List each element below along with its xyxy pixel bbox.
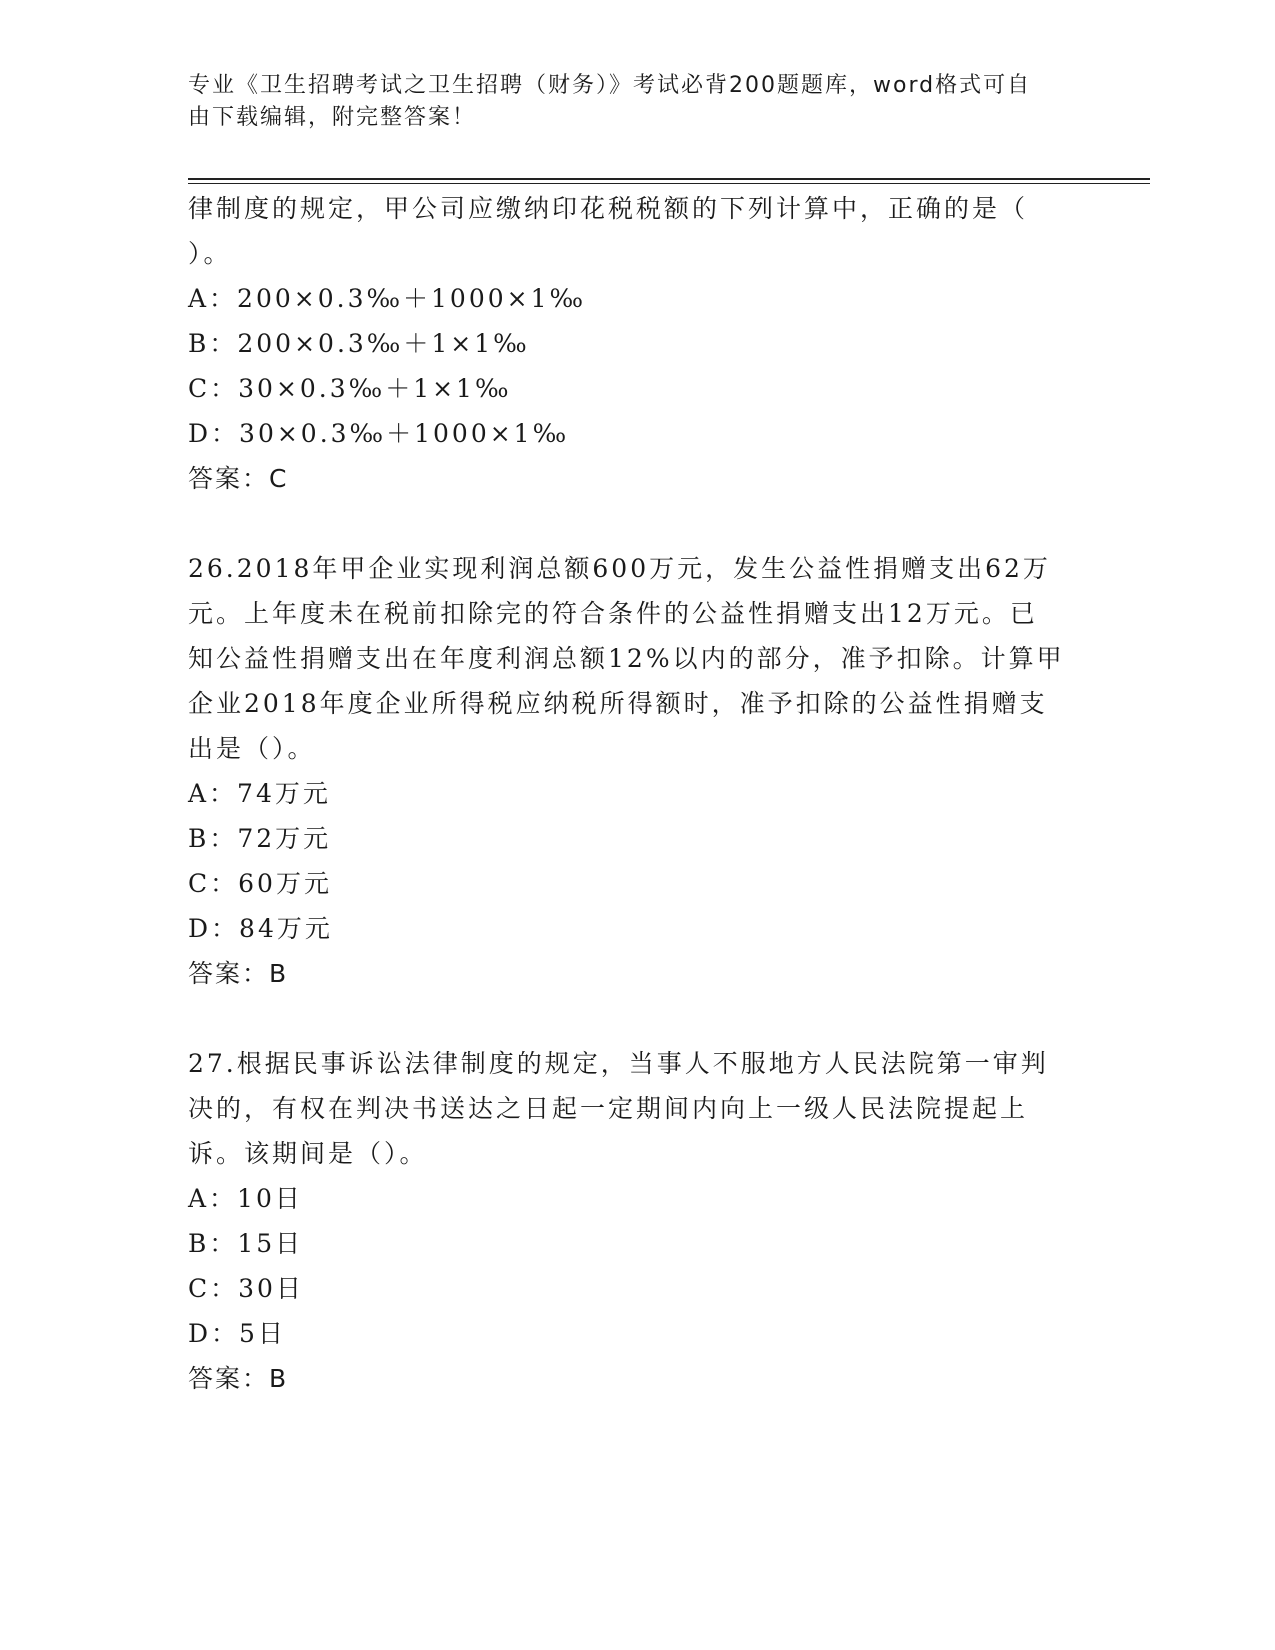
question-stem-line: 出是（）。: [188, 734, 316, 763]
option-a: A：10日: [188, 1184, 303, 1213]
option-c: C：30日: [188, 1274, 304, 1303]
question-list: [188, 186, 1068, 1401]
question-stem-line: 诉。该期间是（）。: [188, 1139, 428, 1168]
option-d: D：30×0.3‰＋1000×1‰: [188, 419, 570, 448]
header-rule-thick: [188, 178, 1150, 180]
option-b: B：72万元: [188, 824, 332, 853]
question-stem-line: 元。上年度未在税前扣除完的符合条件的公益性捐赠支出12万元。已: [188, 599, 1038, 628]
option-c: C：60万元: [188, 869, 332, 898]
question-stem-line: 企业2018年度企业所得税应纳税所得额时，准予扣除的公益性捐赠支: [188, 689, 1048, 718]
document-header: [188, 70, 1088, 134]
question-stem-line: 决的，有权在判决书送达之日起一定期间内向上一级人民法院提起上: [188, 1094, 1029, 1123]
answer-label: 答案：B: [188, 959, 289, 988]
header-line-1: 专业《卫生招聘考试之卫生招聘（财务）》考试必背200题题库，word格式可自: [188, 73, 1032, 98]
answer-label: 答案：B: [188, 1364, 289, 1393]
option-d: D：84万元: [188, 914, 333, 943]
spacer: [188, 996, 1068, 1041]
option-b: B：200×0.3‰＋1×1‰: [188, 329, 530, 358]
option-a: A：74万元: [188, 779, 331, 808]
question-stem-line: 知公益性捐赠支出在年度利润总额12%以内的部分，准予扣除。计算甲: [188, 644, 1065, 673]
option-b: B：15日: [188, 1229, 304, 1258]
spacer: [188, 501, 1068, 546]
header-line-2: 由下载编辑，附完整答案！: [188, 105, 477, 130]
question-27: [188, 1041, 1068, 1401]
question-26: [188, 546, 1068, 996]
answer-label: 答案：C: [188, 464, 289, 493]
question-25: [188, 186, 1068, 501]
header-rule-thin: [188, 183, 1150, 184]
option-a: A：200×0.3‰＋1000×1‰: [188, 284, 587, 313]
question-stem-line: 27.根据民事诉讼法律制度的规定，当事人不服地方人民法院第一审判: [188, 1049, 1049, 1078]
option-c: C：30×0.3‰＋1×1‰: [188, 374, 512, 403]
question-stem-line: 26.2018年甲企业实现利润总额600万元，发生公益性捐赠支出62万: [188, 554, 1051, 583]
option-d: D：5日: [188, 1319, 286, 1348]
question-stem-line: ）。: [188, 239, 232, 268]
question-stem-line: 律制度的规定，甲公司应缴纳印花税税额的下列计算中，正确的是（: [188, 194, 1029, 223]
